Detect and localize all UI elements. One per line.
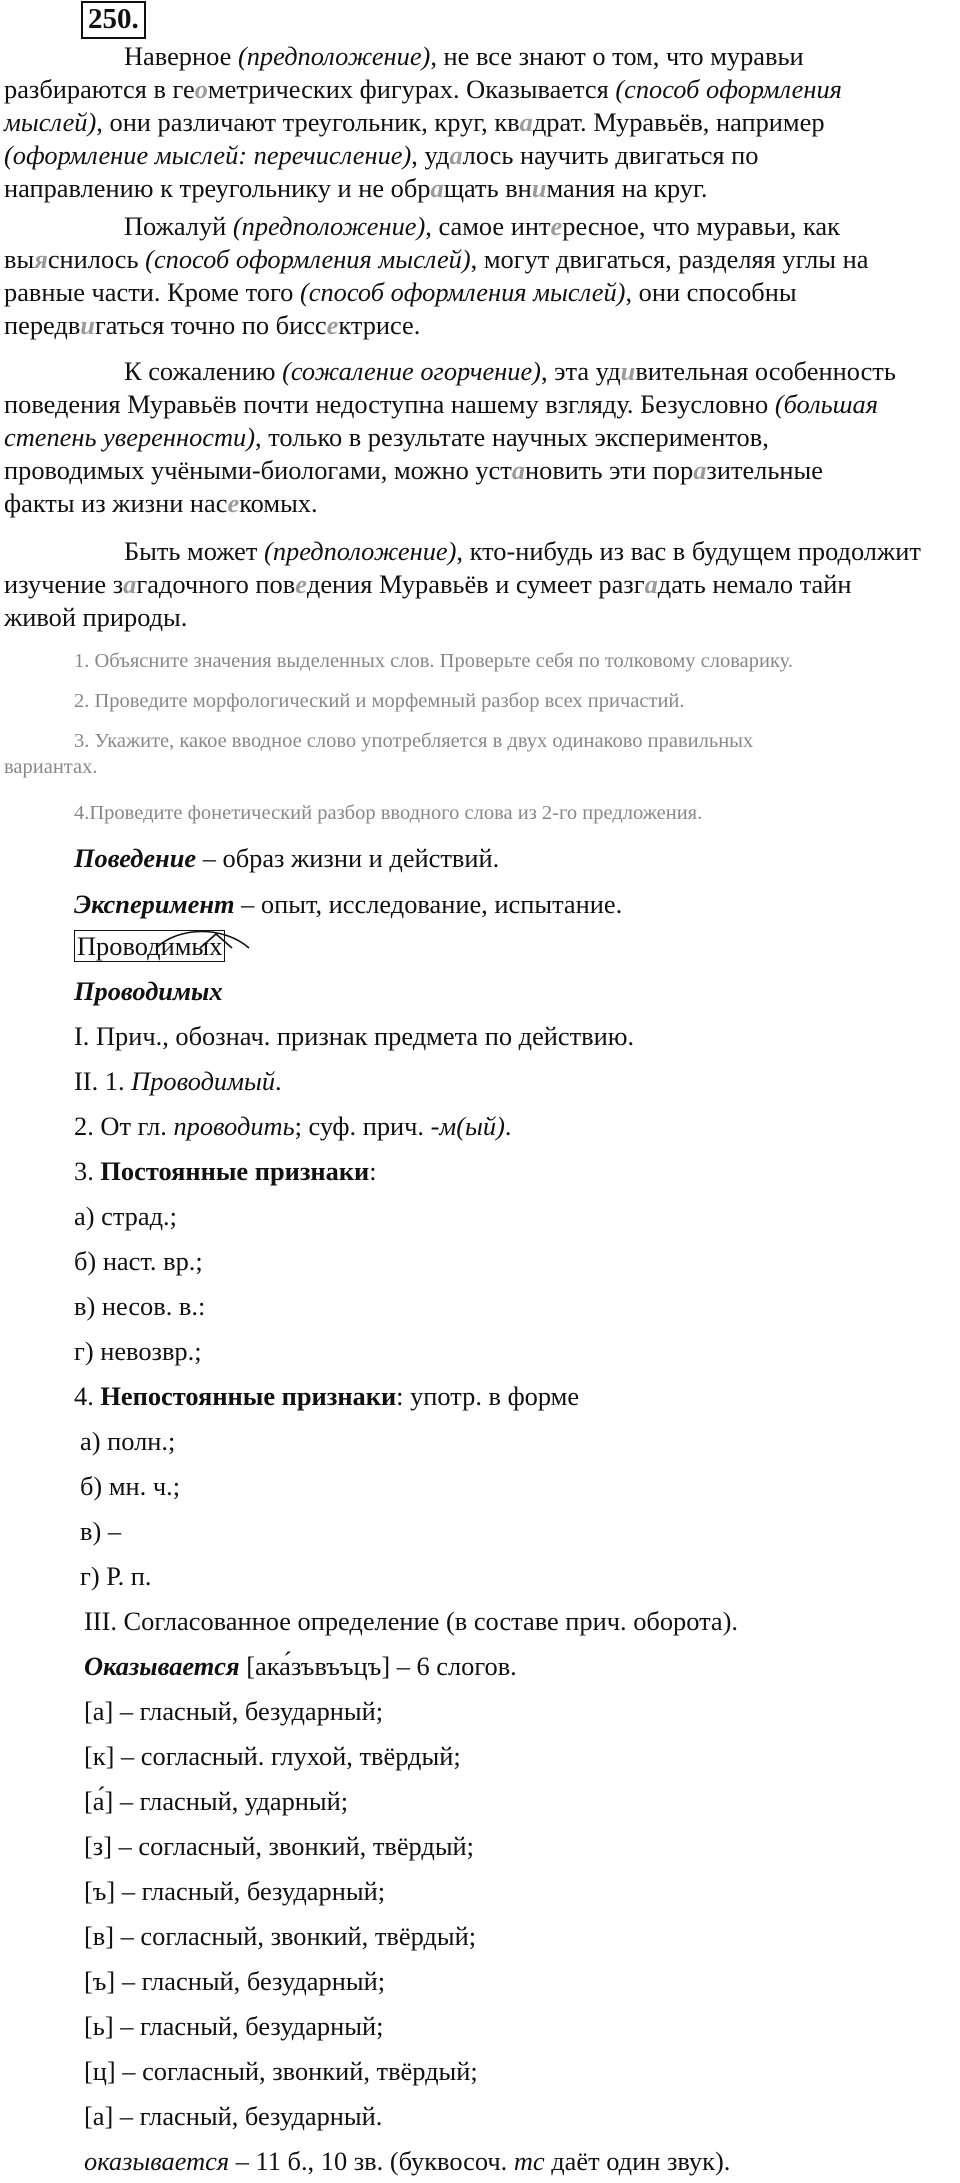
missing-letter: е [295, 569, 307, 599]
missing-letter: о [194, 74, 208, 104]
text: , они различают треугольник, круг, кв [96, 107, 520, 137]
missing-letter: а [519, 107, 533, 137]
text: Наверное [124, 41, 238, 71]
text: драт. Муравьёв, например [532, 107, 825, 137]
feature-line: а) страд.; [74, 1201, 177, 1231]
feature-line: а) полн.; [80, 1426, 176, 1456]
feature-line: б) мн. ч.; [80, 1471, 181, 1501]
text: метрических фигурах. Оказывается [207, 74, 616, 104]
text: равные части. Кроме того [4, 277, 300, 307]
intro-word-note: (способ оформления мыслей) [299, 277, 626, 307]
constant-features-label: Постоянные признаки [100, 1156, 370, 1186]
intro-word-note: (большая [774, 389, 878, 419]
intro-word-note: (оформление мыслей: перечисление) [4, 140, 412, 170]
text-line [4, 276, 956, 309]
text: , не все знают о том, что муравьи [430, 41, 804, 71]
text: , уд [411, 140, 450, 170]
missing-letter: а [430, 173, 444, 203]
sound-line: [в] – согласный, звонкий, твёрдый; [84, 1921, 477, 1951]
intro-word-note: (предположение) [264, 536, 457, 566]
text-line [4, 106, 956, 139]
text: Пожалуй [124, 211, 233, 241]
text: : [369, 1156, 377, 1186]
text: вительная особенность [635, 356, 896, 386]
analysis-line: I. Прич., обознач. признак предмета по действию. [74, 1021, 635, 1051]
suffix: м(ый) [439, 1111, 505, 1141]
text: дения Муравьёв и сумеет разг [306, 569, 645, 599]
feature-line: г) Р. п. [80, 1561, 152, 1591]
intro-word-note: (способ оформления [615, 74, 842, 104]
task-1: 1. Объясните значения выделенных слов. Проверьте себя по толковому словарику. [74, 650, 793, 672]
text: комых. [239, 488, 318, 518]
text: факты из жизни нас [4, 488, 228, 518]
phonetic-word: Оказывается [84, 1651, 240, 1681]
missing-letter: е [227, 488, 240, 518]
intro-word-note: (предположение) [232, 211, 426, 241]
text: гаться точно по бисс [94, 310, 327, 340]
definition-term: Эксперимент [74, 889, 235, 919]
feature-line: г) невозвр.; [74, 1336, 202, 1366]
morpheme-word: Проводимых [74, 930, 225, 962]
sound-line: [з] – согласный, звонкий, твёрдый; [84, 1831, 475, 1861]
text: , кто-нибудь из вас в будущем продолжит [456, 536, 921, 566]
paragraph [4, 40, 956, 205]
task-3: 3. Укажите, какое вводное слово употребляется в двух одинаково правильных [74, 730, 754, 752]
missing-letter: а [449, 140, 463, 170]
text: 4. [74, 1381, 101, 1411]
missing-letter: и [80, 310, 95, 340]
exercise-number: 250. [81, 1, 146, 39]
missing-letter: а [511, 455, 526, 485]
text-line [4, 568, 956, 601]
text: , эта уд [540, 356, 621, 386]
analysis-line [74, 1155, 377, 1188]
text-line [4, 139, 956, 172]
text: К сожалению [124, 356, 283, 386]
text: проводимых учёными-биологами, можно уст [4, 455, 512, 485]
intro-word-note: (способ оформления мыслей) [145, 244, 471, 274]
paragraph [4, 535, 956, 634]
sound-line: [а] – гласный, безударный. [84, 2101, 383, 2131]
text-line [4, 454, 956, 487]
definition-text: – опыт, исследование, испытание. [234, 889, 623, 919]
text: . [275, 1066, 282, 1096]
text: вы [4, 244, 35, 274]
analysis-line: III. Согласованное определение (в составе прич. оборота). [84, 1606, 739, 1636]
intro-word-note: степень уверенности) [4, 422, 256, 452]
text: лось научить двигаться по [462, 140, 759, 170]
text-line [4, 388, 956, 421]
missing-letter: и [620, 356, 636, 386]
analysis-line [74, 1380, 579, 1413]
transcription: [ака́зъвъъцъ] – 6 слогов. [239, 1651, 517, 1681]
text: ктрисе. [338, 310, 421, 340]
missing-letter: я [34, 244, 48, 274]
verb: проводить [173, 1111, 295, 1141]
text-line [4, 210, 956, 243]
text: ресное, что муравьи, как [562, 211, 840, 241]
text: , только в результате научных экспериментов, [255, 422, 769, 452]
analysis-line [74, 1065, 282, 1098]
intro-word-note: (сожаление огорчение) [282, 356, 541, 386]
text: , они способны [625, 277, 797, 307]
feature-line: в) – [80, 1516, 122, 1546]
morpheme-parse [74, 930, 225, 963]
text: Быть может [124, 536, 265, 566]
definition-term: Поведение [74, 843, 197, 873]
text: – 11 б., 10 зв. (буквосоч. [229, 2146, 514, 2176]
sound-line: [а́] – гласный, ударный; [84, 1786, 349, 1816]
text: живой природы. [4, 602, 188, 632]
text-line [4, 243, 956, 276]
sound-line: [а] – гласный, безударный; [84, 1696, 384, 1726]
definition-2 [74, 888, 622, 921]
intro-word-note: мыслей) [4, 107, 97, 137]
definition-1 [74, 842, 499, 875]
variable-features-label: Непостоянные признаки [100, 1381, 397, 1411]
text: новить эти пор [525, 455, 694, 485]
text: даёт один звук). [544, 2146, 731, 2176]
text: щать вн [443, 173, 532, 203]
initial-form: Проводимый [131, 1066, 276, 1096]
task-3-cont: вариантах. [4, 756, 98, 778]
text-line [4, 487, 956, 520]
text-line [4, 535, 956, 568]
text-line [4, 172, 956, 205]
text: 3. [74, 1156, 101, 1186]
text: передв [4, 310, 81, 340]
missing-letter: а [644, 569, 658, 599]
missing-letter: е [550, 211, 563, 241]
intro-word-note: (предположение) [237, 41, 431, 71]
definition-text: – образ жизни и действий. [196, 843, 500, 873]
text: 2. От гл. [74, 1111, 174, 1141]
sound-line: [ь] – гласный, безударный; [84, 2011, 384, 2041]
text: снилось [47, 244, 146, 274]
text-line [4, 40, 956, 73]
analysis-heading: Проводимых [74, 976, 223, 1006]
text: мания на круг. [546, 173, 708, 203]
text: . [504, 1111, 512, 1141]
text: , могут двигаться, разделяя углы на [470, 244, 869, 274]
text: зительные [706, 455, 823, 485]
text-line [4, 421, 956, 454]
paragraph [4, 210, 956, 342]
text: поведения Муравьёв почти недоступна нашему взгляду. Безусловно [4, 389, 775, 419]
text-line [4, 309, 956, 342]
text-line [4, 601, 956, 634]
phonetic-summary [84, 2145, 730, 2178]
sound-line: [ъ] – гласный, безударный; [84, 1966, 386, 1996]
task-4: 4.Проведите фонетический разбор вводного слова из 2-го предложения. [74, 802, 703, 824]
missing-letter: е [326, 310, 339, 340]
phonetic-heading [84, 1650, 517, 1683]
text: разбираются в ге [4, 74, 195, 104]
text: направлению к треугольнику и не обр [4, 173, 431, 203]
text: дать немало тайн [657, 569, 852, 599]
feature-line: в) несов. в.: [74, 1291, 206, 1321]
missing-letter: а [693, 455, 707, 485]
text-line [4, 73, 956, 106]
text: : употр. в форме [396, 1381, 580, 1411]
letter-combo: тс [513, 2146, 545, 2176]
sound-line: [к] – согласный. глухой, твёрдый; [84, 1741, 461, 1771]
sound-line: [ц] – согласный, звонкий, твёрдый; [84, 2056, 478, 2086]
analysis-line [74, 1110, 512, 1143]
missing-letter: а [123, 569, 137, 599]
feature-line: б) наст. вр.; [74, 1246, 203, 1276]
missing-letter: и [531, 173, 547, 203]
word: оказывается [84, 2146, 230, 2176]
text: II. 1. [74, 1066, 132, 1096]
text: изучение з [4, 569, 124, 599]
text-line [4, 355, 956, 388]
text: , самое инт [425, 211, 551, 241]
sound-line: [ъ] – гласный, безударный; [84, 1876, 386, 1906]
paragraph [4, 355, 956, 520]
text: ; суф. прич. - [294, 1111, 440, 1141]
task-2: 2. Проведите морфологический и морфемный разбор всех причастий. [74, 690, 685, 712]
text: гадочного пов [136, 569, 296, 599]
